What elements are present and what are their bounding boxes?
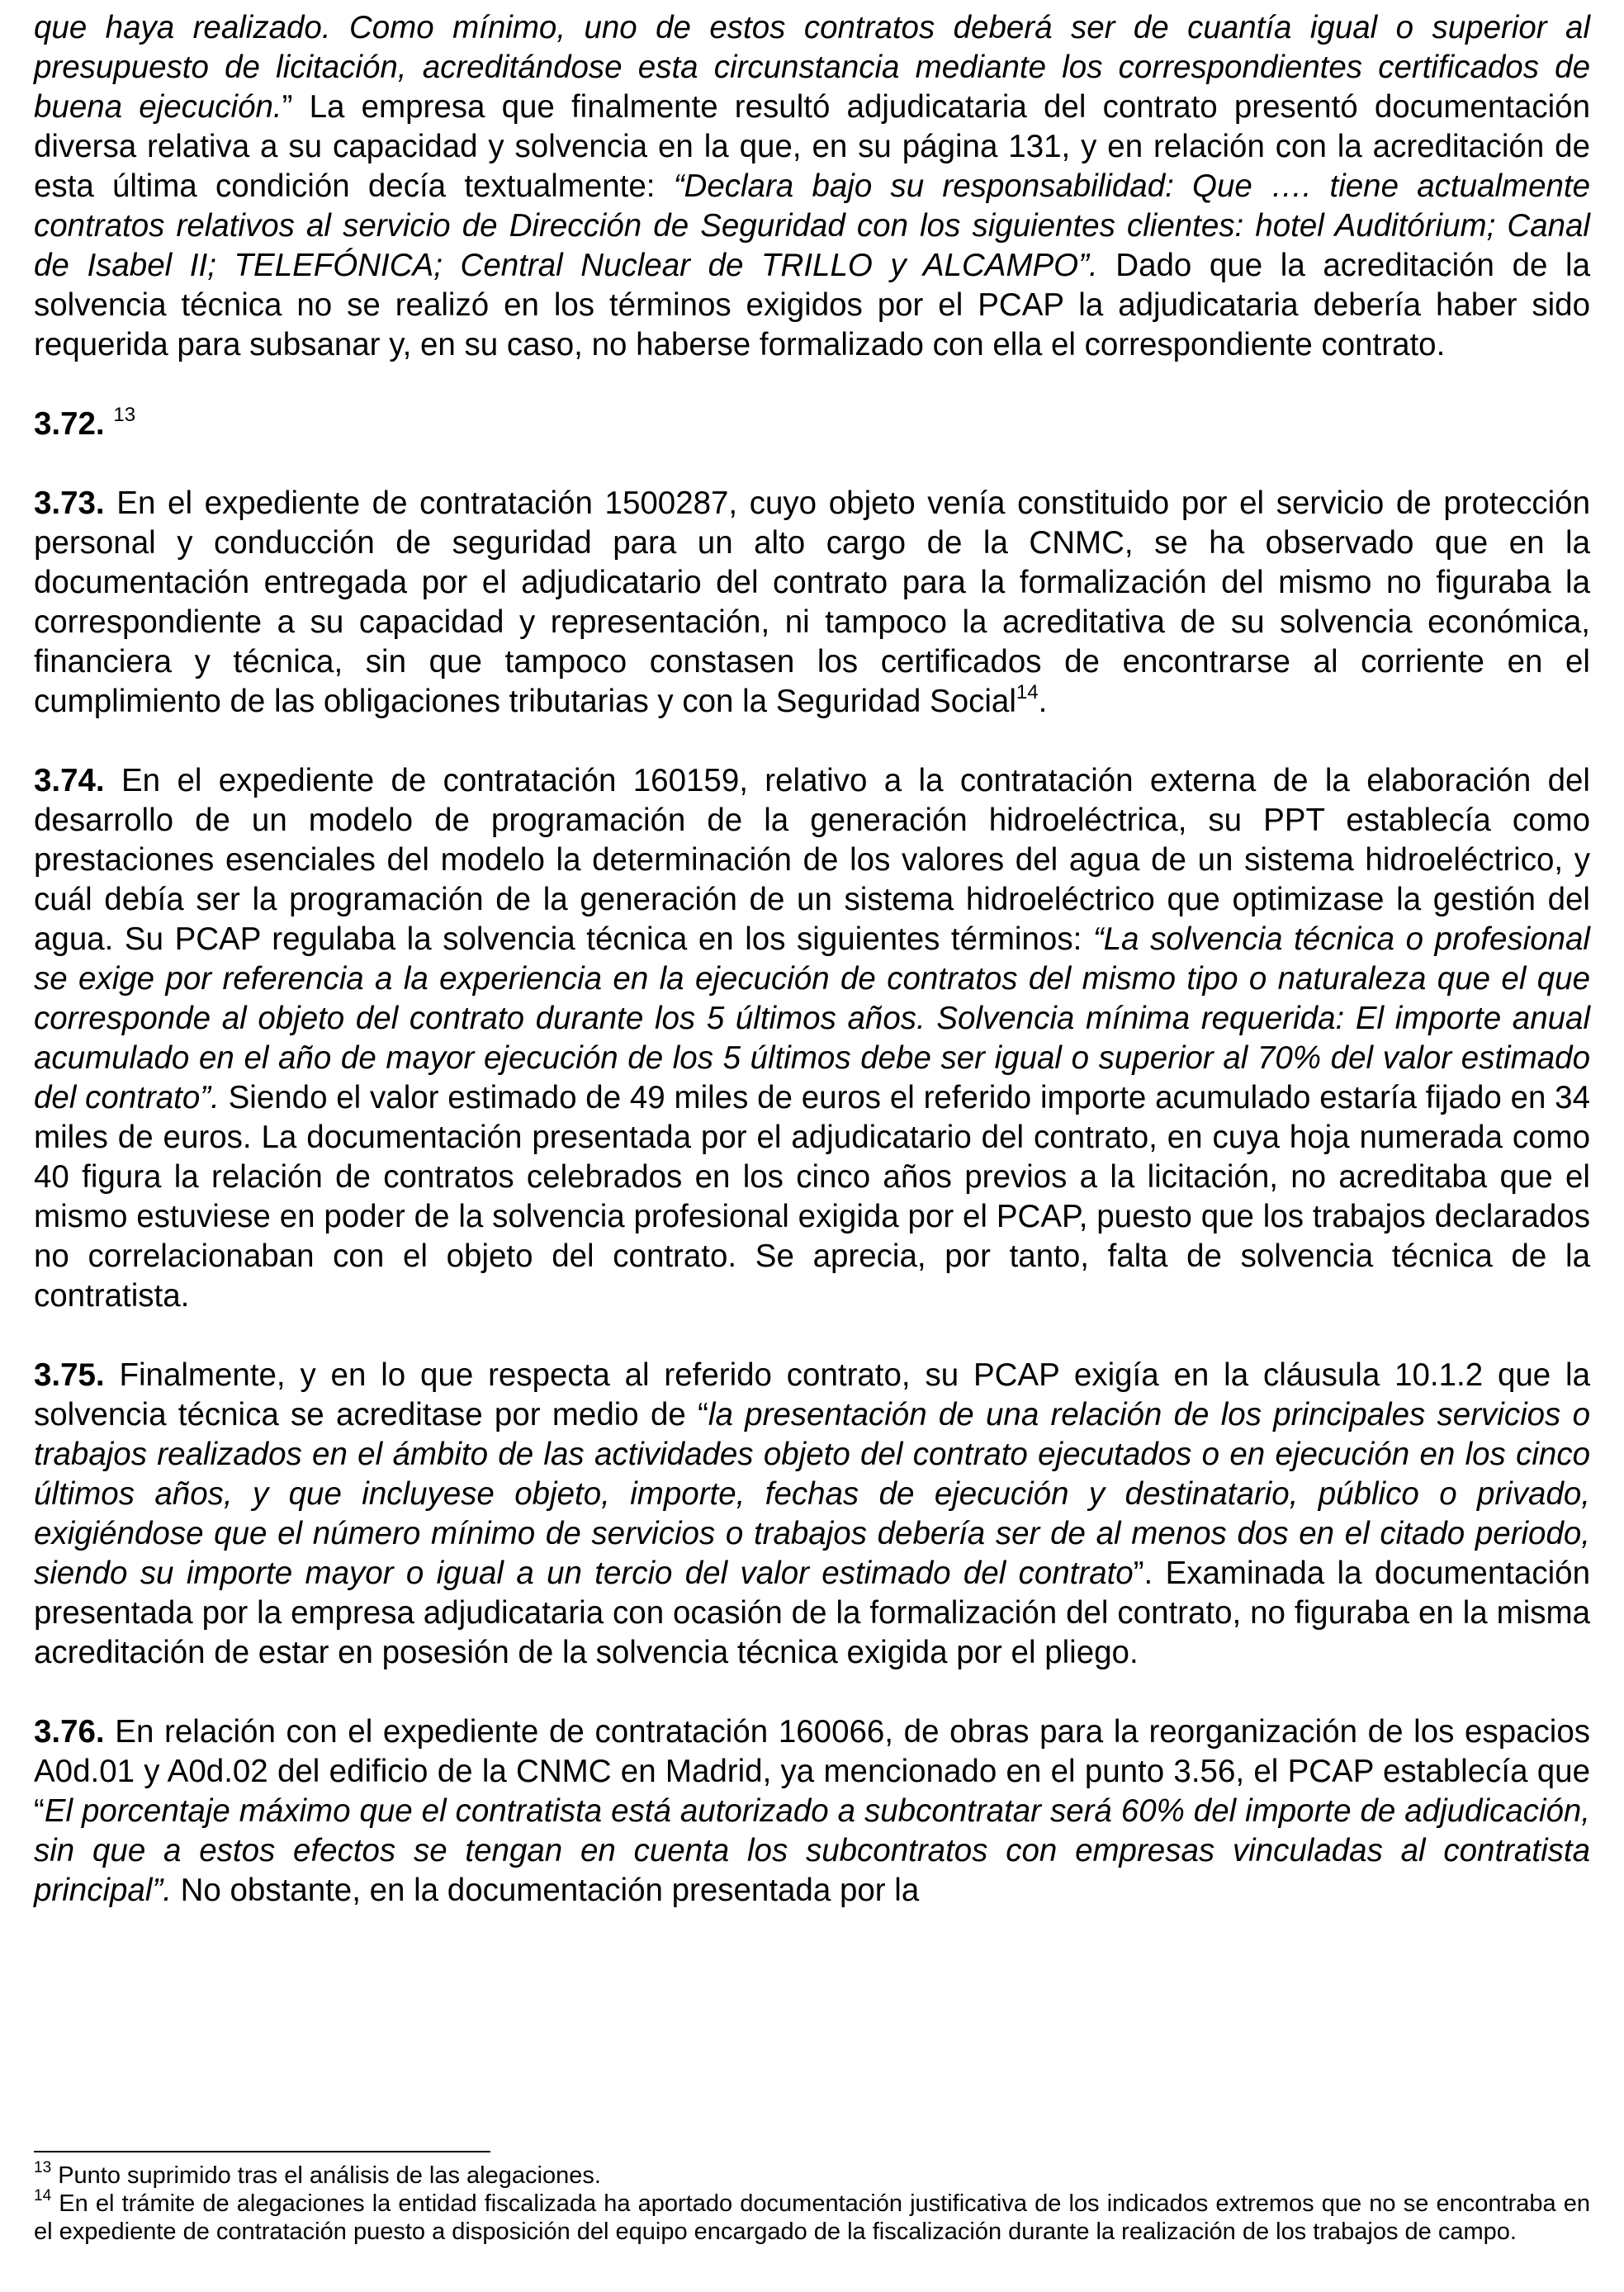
quote-clause-10-1-2: la presentación de una relación de los principales servicios o trabajos realizados en el ámbito de las actividades objeto del contrato ejecutados o en ejecución en los cinco últimos años, y que incluyese objeto, importe, fechas de ejecución y destinatario, público o privado, exigiéndose que el número mínimo de servicios o trabajos debería ser de al menos dos en el citado periodo, siendo su importe mayor o igual a un tercio del valor estimado del contrato (34, 1397, 1590, 1591)
footnote-14 (34, 2187, 1590, 2246)
paragraph-3-75 (34, 1356, 1590, 1673)
footnote-marker: 13 (34, 2159, 52, 2177)
footnote-ref-13[interactable]: 13 (113, 404, 136, 427)
paragraph-text: En el expediente de contratación 160159, relativo a la contratación externa de la elaboración del desarrollo de un modelo de programación de la generación hidroeléctrica, su PPT establecía como prestaciones esenciales del modelo la determinación de los valores del agua de un sistema hidroeléctrico, y cuál debía ser la programación de la generación de un sistema hidroeléctrico que optimizase la gestión del agua. Su PCAP regulaba la solvencia técnica en los siguientes términos: (34, 763, 1590, 957)
quote-pcap-requirement: que haya realizado. Como mínimo, uno de estos contratos deberá ser de cuantía igual o superior al presupuesto de licitación, acreditándose esta circunstancia mediante los correspondientes certificados de buena ejecución. (34, 10, 1590, 125)
footnote-marker: 14 (34, 2187, 52, 2205)
footnote-13 (34, 2159, 1590, 2190)
paragraph-number: 3.75. (34, 1357, 105, 1393)
paragraph-3-72 (34, 405, 1590, 444)
quote-declaration: “Declara bajo su responsabilidad: Que …. tiene actualmente contratos relativos al servicio de Dirección de Seguridad con los siguientes clientes: hotel Auditórium; Canal de Isabel II; TELEFÓNICA; Central Nuclear de TRILLO y ALCAMPO”. (34, 168, 1590, 283)
paragraph-3-73 (34, 484, 1590, 722)
paragraph-number: 3.74. (34, 763, 105, 798)
paragraph-text: Finalmente, y en lo que respecta al referido contrato, su PCAP exigía en la cláusula 10.1.2 que la solvencia técnica se acreditase por medio de “ (34, 1357, 1590, 1432)
paragraph-text: En el expediente de contratación 1500287, cuyo objeto venía constituido por el servicio de protección personal y conducción de seguridad para un alto cargo de la CNMC, se ha observado que en la documentación entregada por el adjudicatario del contrato para la formalización del mismo no figuraba la correspondiente a su capacidad y representación, ni tampoco la acreditativa de su solvencia económica, financiera y técnica, sin que tampoco constasen los certificados de encontrarse al corriente en el cumplimiento de las obligaciones tributarias y con la Seguridad Social (34, 485, 1590, 719)
paragraph-3-76 (34, 1712, 1590, 1911)
paragraph-text: Siendo el valor estimado de 49 miles de euros el referido importe acumulado estaría fijado en 34 miles de euros. La documentación presentada por el adjudicatario del contrato, en cuya hoja numerada como 40 figura la relación de contratos celebrados en los cinco años previos a la licitación, no acreditaba que el mismo estuviese en poder de la solvencia profesional exigida por el PCAP, puesto que los trabajos declarados no correlacionaban con el objeto del contrato. Se aprecia, por tanto, falta de solvencia técnica de la contratista. (34, 1080, 1591, 1314)
paragraph-number: 3.73. (34, 485, 105, 521)
footnote-ref-14[interactable]: 14 (1016, 681, 1039, 704)
paragraph-text: ” La empresa que finalmente resultó adjudicataria del contrato presentó documentación diversa relativa a su capacidad y solvencia en la que, en su página 131, y en relación con la acreditación de esta última condición decía textualmente: (34, 89, 1590, 204)
footnote-separator (34, 2151, 490, 2152)
footnote-text: Punto suprimido tras el análisis de las alegaciones. (51, 2162, 601, 2189)
paragraph-text: ”. Examinada la documentación presentada por la empresa adjudicataria con ocasión de la formalización del contrato, no figuraba en la misma acreditación de estar en posesión de la solvencia técnica exigida por el pliego. (34, 1556, 1590, 1670)
paragraph-number: 3.76. (34, 1714, 105, 1750)
paragraph-number: 3.72. (34, 406, 105, 442)
paragraph-text: Dado que la acreditación de la solvencia técnica no se realizó en los términos exigidos por el PCAP la adjudicataria debería haber sido requerida para subsanar y, en su caso, no haberse formalizado con ella el correspondiente contrato. (34, 248, 1590, 362)
quote-subcontracting-limit: El porcentaje máximo que el contratista está autorizado a subcontratar será 60% del importe de adjudicación, sin que a estos efectos se tengan en cuenta los subcontratos con empresas vinculadas al contratista principal”. (34, 1793, 1590, 1908)
paragraph-text: No obstante, en la documentación presentada por la (171, 1873, 920, 1908)
paragraph-3-74 (34, 761, 1590, 1316)
paragraph-text: En relación con el expediente de contratación 160066, de obras para la reorganización de los espacios A0d.01 y A0d.02 del edificio de la CNMC en Madrid, ya mencionado en el punto 3.56, el PCAP establecía que “ (34, 1714, 1590, 1829)
paragraph-end: . (1038, 684, 1048, 719)
footnote-text: En el trámite de alegaciones la entidad fiscalizada ha aportado documentación justificativa de los indicados extremos que no se encontraba en el expediente de contratación puesto a disposición del equipo encargado de la fiscalización durante la realización de los trabajos de campo. (34, 2190, 1590, 2245)
paragraph-continuation (34, 8, 1590, 365)
quote-solvency-clause: “La solvencia técnica o profesional se exige por referencia a la experiencia en la ejecución de contratos del mismo tipo o naturaleza que el que corresponde al objeto del contrato durante los 5 últimos años. Solvencia mínima requerida: El importe anual acumulado en el año de mayor ejecución de los 5 últimos debe ser igual o superior al 70% del valor estimado del contrato”. (34, 921, 1590, 1115)
footnotes (34, 2159, 1590, 2246)
